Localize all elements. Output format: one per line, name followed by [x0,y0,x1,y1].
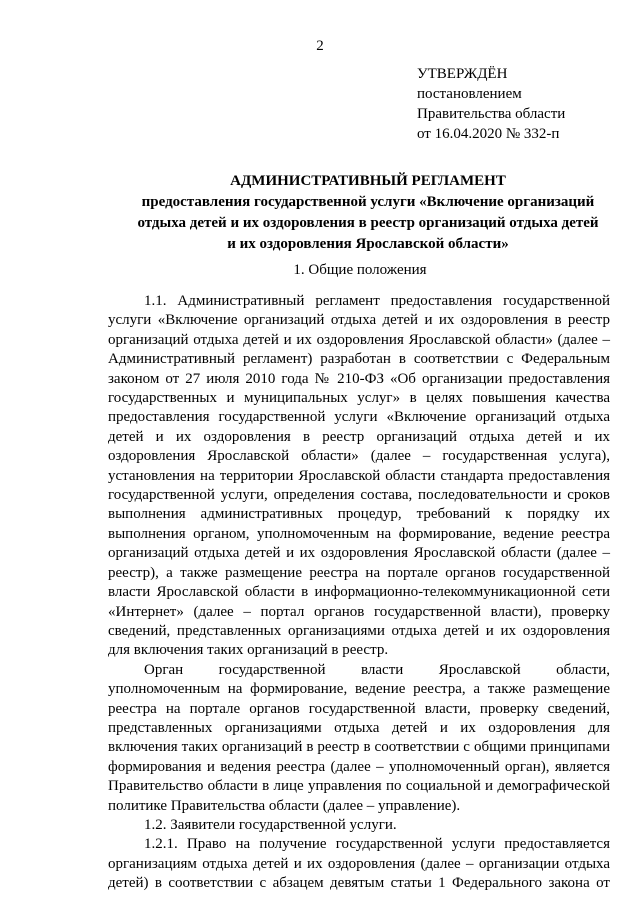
body-line: услуги «Включение организаций отдыха детей и их оздоровления в реестр [108,312,610,329]
body-line: Правительство области в лице управления по социальной и демографической [108,778,610,795]
approval-line: УТВЕРЖДЁН [417,66,508,82]
body-line: детей) в соответствии с абзацем девятым статьи 1 Федерального закона от [108,875,610,892]
page-number: 2 [316,38,324,54]
body-line: «Интернет» (далее – портал органов государственной власти), проверку [108,603,610,620]
section-heading: 1. Общие положения [293,262,427,278]
body-line: государственных и муниципальных услуг» в целях повышения качества [108,390,610,407]
body-line: выполнения административных процедур, требований к порядку их [108,506,610,523]
body-line: для включения таких организаций в реестр. [108,642,389,659]
title-line: предоставления государственной услуги «Включение организаций [141,194,595,210]
approval-line: постановлением [417,86,522,102]
body-line: власти Ярославской области в информационно-телекоммуникационной сети [108,584,610,601]
body-line: представленных организациями отдыха детей и их оздоровления для [108,719,610,736]
body-line: Административный регламент) разработан в соответствии с Федеральным [108,351,610,368]
body-line: установления на территории Ярославской области стандарта предоставления [108,467,610,484]
body-line: организаций отдыха детей и их оздоровления Ярославской области (далее – [108,545,610,562]
body-line: выполнения органом, уполномоченным на формирование, ведение реестра [108,525,610,542]
approval-line: от 16.04.2020 № 332-п [417,126,560,142]
body-line: предоставления государственной услуги «Включение организаций отдыха [108,409,610,426]
body-line: организациям отдыха детей и их оздоровления (далее – организации отдыха [108,855,610,872]
body-line: реестра на портале органов государственной власти, проверку сведений, [108,700,610,717]
approval-line: Правительства области [417,106,566,122]
body-line: уполномоченным на формирование, ведение реестра, а также размещение [108,681,610,698]
body-line: Орган государственной власти Ярославской области, [144,661,610,678]
body-line: 1.2. Заявители государственной услуги. [144,816,397,833]
body-line: законом от 27 июля 2010 года № 210-ФЗ «Об организации предоставления [108,370,610,387]
title-line: отдыха детей и их оздоровления в реестр организаций отдыха детей [137,215,599,231]
title-line: и их оздоровления Ярославской области» [227,236,509,252]
body-line: государственной услуги, определения состава, последовательности и сроков [108,487,610,504]
body-line: организаций отдыха детей и их оздоровления Ярославской области» (далее – [108,331,610,348]
body-line: политике Правительства области (далее – управление). [108,797,461,814]
body-line: сведений, представленных организациями отдыха детей и их оздоровления [108,622,610,639]
body-line: детей и их оздоровления в реестр организаций отдыха детей и их [108,428,610,445]
approval-block [417,64,565,144]
body-line: формирования и ведения реестра (далее – уполномоченный орган), является [108,758,610,775]
body-text [108,292,610,894]
body-line: оздоровления Ярославской области» (далее – государственная услуга), [108,448,610,465]
body-line: включения таких организаций в реестр в соответствии с общими принципами [108,739,610,756]
body-line: реестр), а также размещение реестра на портале органов государственной [108,564,610,581]
title-line: АДМИНИСТРАТИВНЫЙ РЕГЛАМЕНТ [230,173,506,189]
document-title [108,171,628,255]
body-line: 1.2.1. Право на получение государственной услуги предоставляется [144,836,610,853]
body-line: 1.1. Административный регламент предоставления государственной [144,293,610,309]
